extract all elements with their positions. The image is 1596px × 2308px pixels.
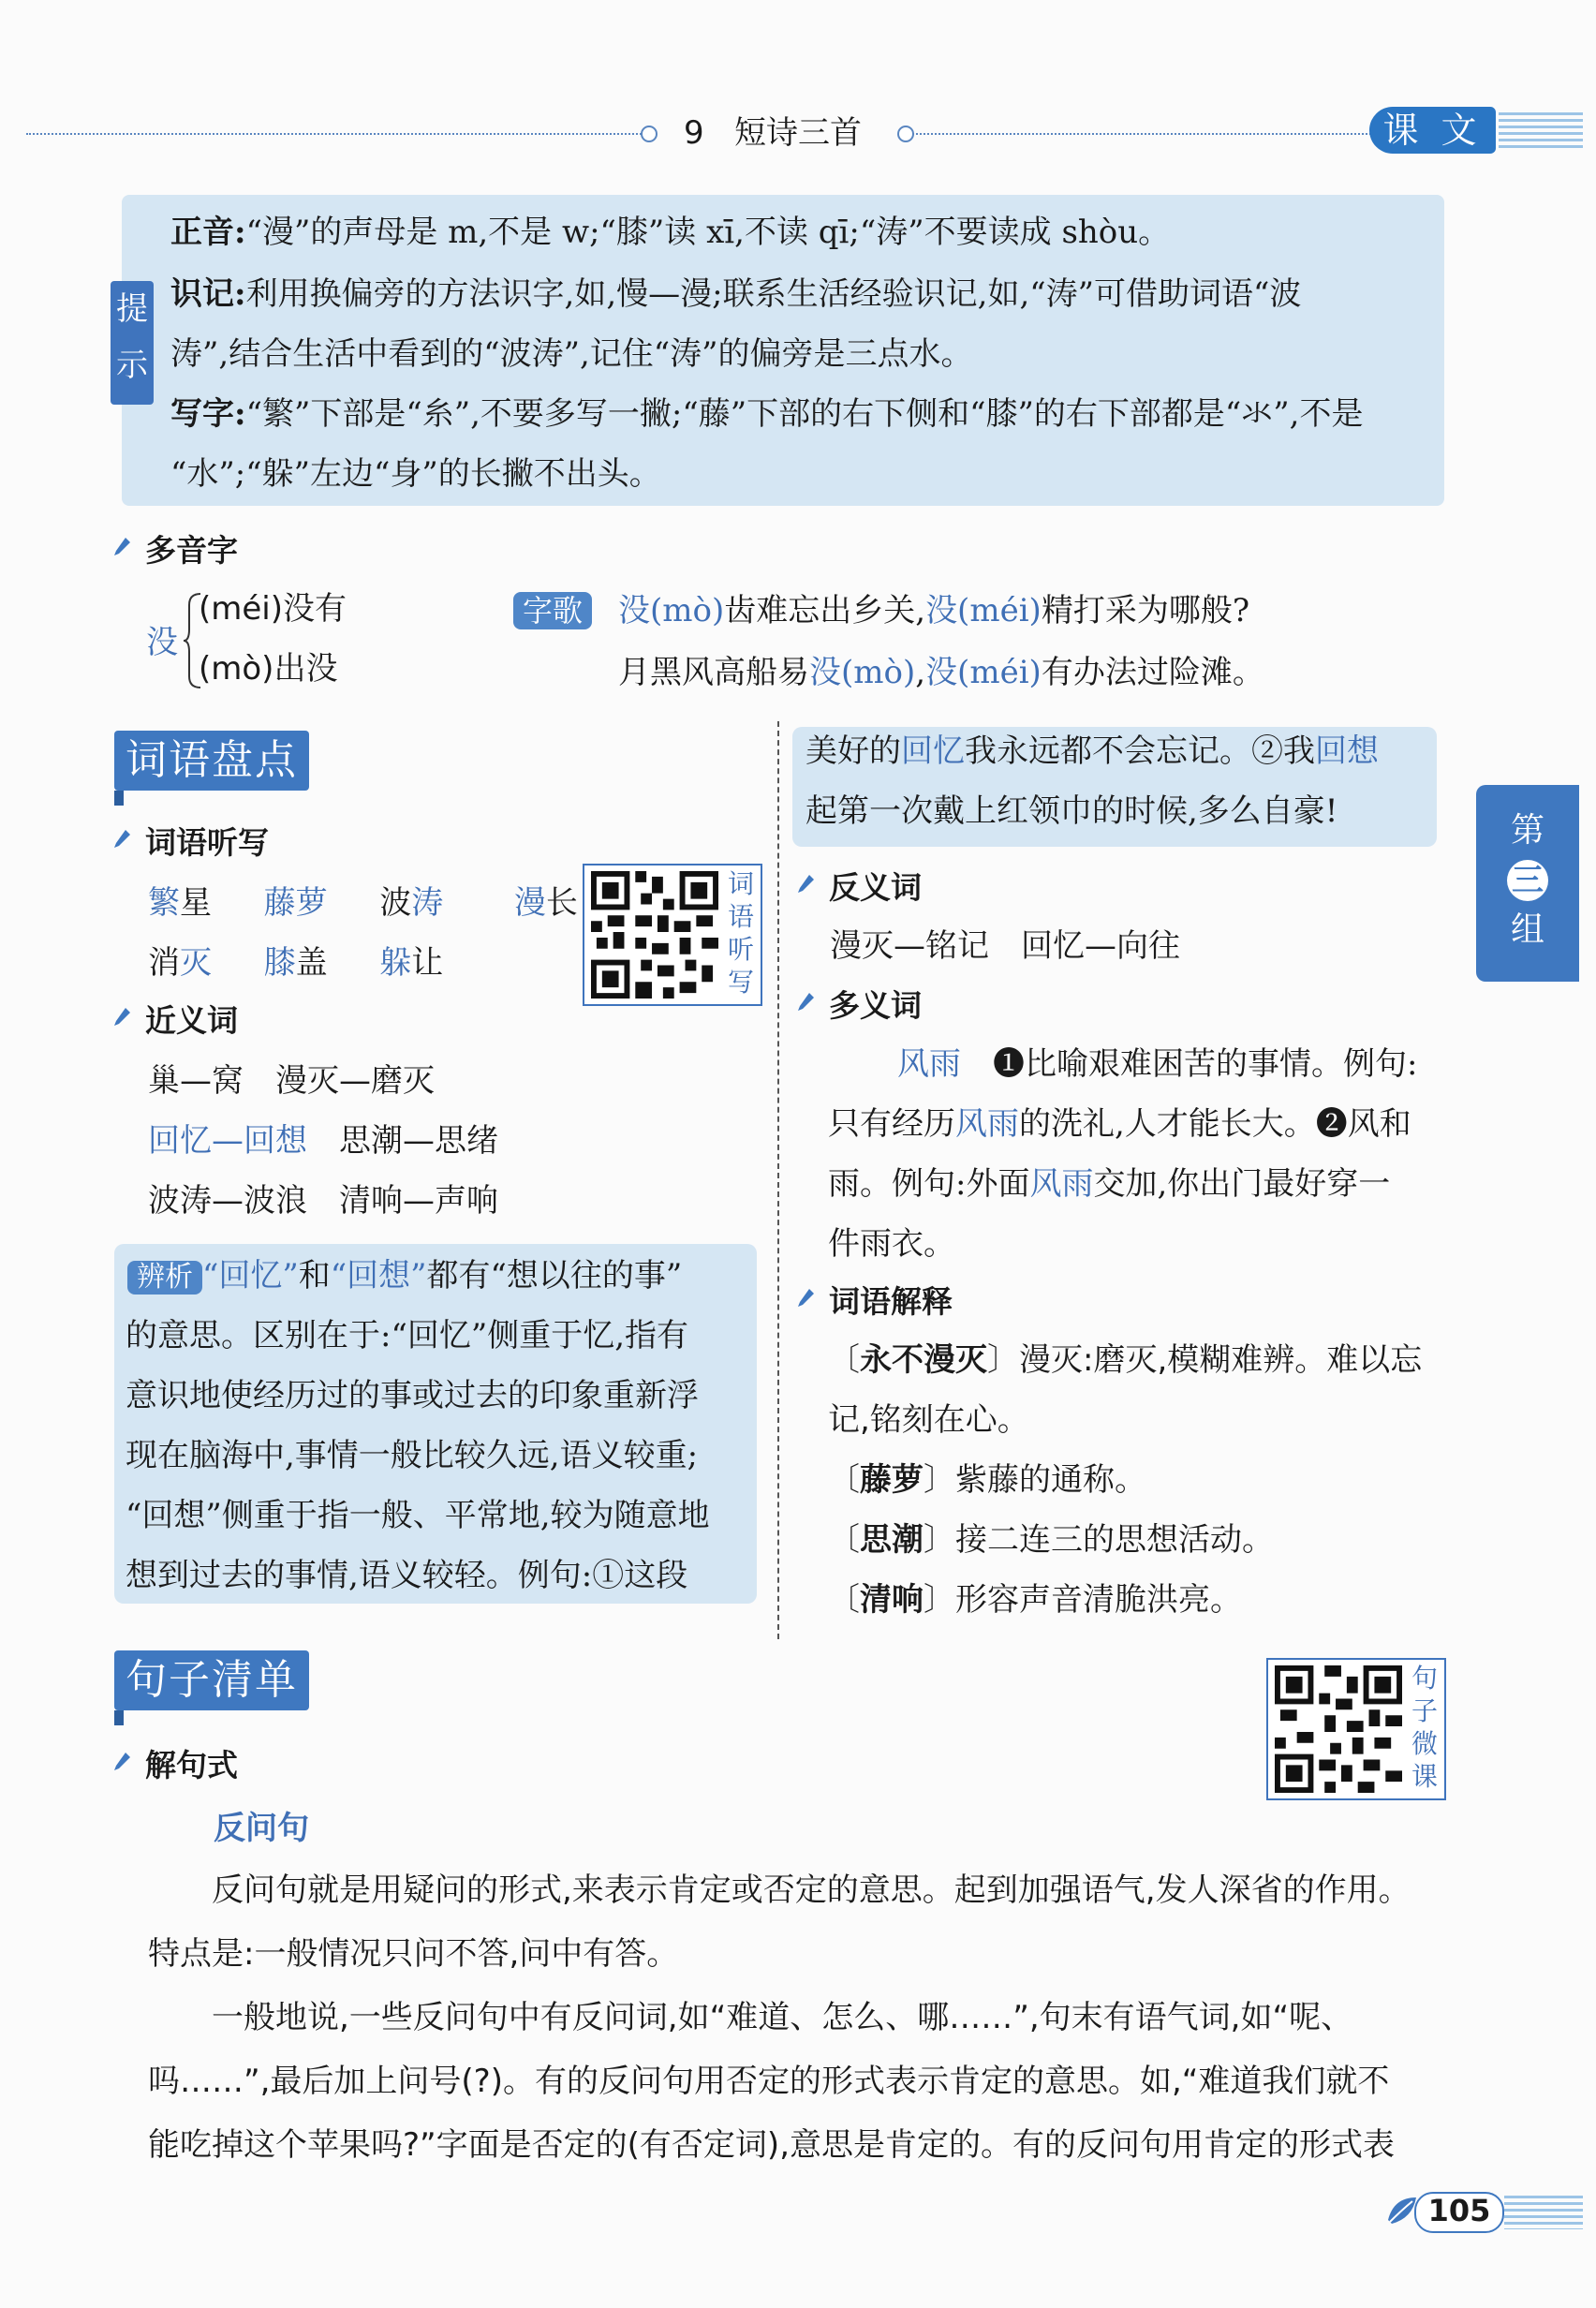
analysis-line-4: 现在脑海中,事情一般比较久远,语义较重; (126, 1437, 699, 1474)
tip-label-pronounce: 正音: (170, 214, 246, 251)
explain-text-3: 接二连三的思想活动。 (955, 1521, 1274, 1559)
pen-icon (796, 992, 815, 1013)
dict-word-7a: 躲 (379, 944, 412, 982)
explain-heading: 词语解释 (829, 1283, 953, 1320)
qr-icon (590, 871, 719, 999)
song-2-a: 月黑风高船易 (618, 654, 809, 691)
tip-line-5: “水”;“躲”左边“身”的长撇不出头。 (170, 455, 661, 493)
explain-text-4: 形容声音清脆洪亮。 (955, 1581, 1242, 1619)
synonym-6: 清响—声响 (339, 1182, 498, 1220)
explain-item-4: 〔清响〕形容声音清脆洪亮。 (828, 1581, 1242, 1619)
dict-word-2: 藤萝 (263, 884, 328, 922)
explain-item-1b: 记,铭刻在心。 (828, 1401, 1029, 1439)
column-divider (777, 721, 779, 1639)
title-accent (114, 791, 124, 806)
song-2-b: 没(mò) (809, 654, 916, 691)
pl2-c: 的洗礼,人才能长大。❷风和 (1019, 1105, 1411, 1143)
pen-icon (796, 874, 815, 895)
song-tag-label: 字歌 (513, 592, 592, 629)
lesson-number: 9 (684, 114, 704, 152)
analysis-line-2: 的意思。区别在于:“回忆”侧重于忆,指有 (126, 1317, 689, 1354)
qr-label-1 (727, 867, 755, 999)
explain-item-1: 〔永不漫灭〕漫灭:磨灭,模糊难辨。难以忘 (828, 1341, 1423, 1379)
analysis-text-1: 都有“想以往的事” (426, 1257, 683, 1295)
tip-text-4: “繁”下部是“糸”,不要多写一撇;“藤”下部的右下侧和“膝”的右下部都是“氺”,不是 (245, 395, 1364, 433)
polysemy-def-1: ❶比喻艰难困苦的事情。例句: (993, 1045, 1418, 1083)
para-2-line-3: 能吃掉这个苹果吗?”字面是否定的(有否定词),意思是肯定的。有的反问句用肯定的形式表 (148, 2126, 1395, 2164)
para-2-line-1: 一般地说,一些反问句中有反问词,如“难道、怎么、哪……”,句末有语气词,如“呢、 (212, 1999, 1353, 2036)
vocab-review-title: 词语盘点 (114, 731, 309, 791)
explain-term-4: 清响 (860, 1581, 924, 1619)
dict-word-6b: 盖 (295, 944, 328, 982)
antonym-heading: 反义词 (829, 869, 922, 906)
qr2-char-4: 课 (1411, 1761, 1438, 1792)
qr-icon (1274, 1665, 1403, 1793)
tip-line-1 (170, 214, 1170, 251)
ex1-c: 我永远都不会忘记。②我 (965, 732, 1315, 770)
song-line-1 (618, 592, 1249, 629)
pl3-a: 雨。例句:外面 (828, 1165, 1030, 1203)
unit-side-tab[interactable] (1476, 785, 1579, 982)
tip-tag: 提示 (111, 281, 154, 405)
sentence-pattern-heading: 解句式 (145, 1747, 238, 1783)
qr1-char-2: 语 (727, 901, 754, 932)
example-line-1 (805, 732, 1379, 770)
pl2-a: 只有经历 (828, 1105, 955, 1143)
dictation-heading: 词语听写 (145, 824, 269, 861)
tip-text-1: “漫”的声母是 m,不是 w;“膝”读 xī,不读 qī;“涛”不要读成 shòu。 (245, 214, 1171, 251)
dict-word-1a: 繁 (148, 884, 180, 922)
qr2-char-3: 微 (1411, 1728, 1438, 1759)
song-2-e: 有办法过险滩。 (1041, 654, 1264, 691)
synonym-2: 漫灭—磨灭 (275, 1062, 435, 1100)
song-2-c: , (915, 654, 926, 691)
synonym-row-1 (148, 1062, 435, 1100)
qr1-char-1: 词 (727, 868, 754, 899)
song-1-b: 齿难忘出乡关, (724, 592, 926, 629)
antonym-list: 漫灭—铭记 回忆—向往 (830, 927, 1180, 965)
pl2-b: 风雨 (955, 1105, 1019, 1143)
qr2-char-2: 子 (1411, 1695, 1438, 1726)
tip-line-2 (170, 275, 1301, 313)
polyphone-char: 没 (146, 624, 178, 661)
polyphone-reading-1: (méi)没有 (199, 590, 347, 628)
polysemy-line-2 (828, 1105, 1411, 1143)
title-accent (114, 1710, 124, 1725)
dictation-row-2 (148, 944, 443, 982)
pen-icon (112, 829, 131, 850)
pen-icon (796, 1288, 815, 1309)
dict-word-5a: 消 (148, 944, 180, 982)
dict-word-5b: 灭 (180, 944, 212, 982)
tip-line-4 (170, 395, 1363, 433)
dict-word-6a: 膝 (263, 944, 296, 982)
dict-word-4a: 漫 (513, 884, 546, 922)
polysemy-word: 风雨 (897, 1045, 961, 1083)
pen-icon (112, 1007, 131, 1028)
lesson-title: 短诗三首 (734, 114, 862, 152)
sentences-title: 句子清单 (114, 1650, 309, 1710)
dict-word-4b: 长 (545, 884, 578, 922)
polyphone-heading: 多音字 (145, 532, 238, 569)
synonym-5: 波涛—波浪 (148, 1182, 307, 1220)
tip-line-3: 涛”,结合生活中看到的“波涛”,记住“涛”的偏旁是三点水。 (170, 335, 973, 373)
analysis-line-3: 意识地使经历过的事或过去的印象重新浮 (126, 1377, 699, 1414)
explain-item-2: 〔藤萝〕紫藤的通称。 (828, 1461, 1146, 1499)
ex1-b: 回忆 (901, 732, 965, 770)
analysis-word-2: “回想” (330, 1257, 427, 1295)
analysis-line-1 (127, 1257, 682, 1295)
synonym-heading: 近义词 (145, 1002, 238, 1039)
analysis-tag: 辨析 (127, 1261, 202, 1295)
example-line-2: 起第一次戴上红领巾的时候,多么自豪! (805, 792, 1338, 830)
footer-stripes (1504, 2196, 1583, 2229)
dict-word-3a: 波 (379, 884, 412, 922)
polysemy-line-3 (828, 1165, 1390, 1203)
song-line-2 (618, 654, 1264, 691)
tip-label-write: 写字: (170, 395, 246, 433)
synonym-row-3 (148, 1182, 498, 1220)
song-2-d: 没(méi) (925, 654, 1042, 691)
qr2-char-1: 句 (1411, 1663, 1438, 1694)
polyphone-reading-2: (mò)出没 (199, 650, 338, 688)
analysis-box (114, 1244, 757, 1604)
explain-term-3: 思潮 (860, 1521, 924, 1559)
qr-code-sentences[interactable] (1266, 1658, 1446, 1800)
synonym-3: 回忆—回想 (148, 1122, 307, 1160)
analysis-line-6: 想到过去的事情,语义较轻。例句:①这段 (126, 1557, 688, 1594)
qr-code-dictation[interactable] (583, 864, 762, 1006)
polysemy-line-4: 件雨衣。 (828, 1225, 955, 1263)
explain-term-2: 藤萝 (860, 1461, 924, 1499)
qr-label-2 (1411, 1662, 1439, 1793)
explain-term-1: 永不漫灭 (860, 1341, 987, 1379)
header-stripes (1499, 112, 1583, 150)
analysis-line-5: “回想”侧重于指一般、平常地,较为随意地 (126, 1497, 710, 1534)
pl3-b: 风雨 (1029, 1165, 1094, 1203)
polysemy-heading: 多义词 (829, 987, 922, 1024)
dict-word-7b: 让 (411, 944, 444, 982)
page-number: 105 (1427, 2193, 1491, 2228)
side-tab-bottom: 组 (1510, 910, 1544, 949)
synonym-row-2 (148, 1122, 498, 1160)
synonym-1: 巢—窝 (148, 1062, 244, 1100)
qr1-char-3: 听 (727, 934, 754, 965)
header-rule-right (912, 133, 1371, 135)
side-tab-number-badge: 三 (1507, 860, 1548, 901)
song-1-c: 没(méi) (925, 592, 1042, 629)
explain-text-2: 紫藤的通称。 (955, 1461, 1146, 1499)
analysis-and: 和 (298, 1257, 331, 1295)
rhetorical-question-subheading: 反问句 (214, 1810, 309, 1847)
ex1-a: 美好的 (805, 732, 901, 770)
synonym-4: 思潮—思绪 (339, 1122, 498, 1160)
ex1-d: 回想 (1315, 732, 1379, 770)
dictation-row-1 (148, 884, 578, 922)
dict-word-1b: 星 (180, 884, 212, 922)
qr1-char-4: 写 (727, 967, 754, 998)
explain-text-1: 漫灭:磨灭,模糊难辨。难以忘 (1019, 1341, 1423, 1379)
header-rule-left (26, 133, 644, 135)
polysemy-line-1 (897, 1045, 1417, 1083)
para-1-line-1: 反问句就是用疑问的形式,来表示肯定或否定的意思。起到加强语气,发人深省的作用。 (212, 1872, 1411, 1909)
tip-label-remember: 识记: (170, 275, 246, 313)
para-2-line-2: 吗……”,最后加上问号(?)。有的反问句用否定的形式表示肯定的意思。如,“难道我们就不 (148, 2063, 1390, 2100)
side-tab-top: 第 (1510, 811, 1544, 850)
pen-icon (112, 1752, 131, 1772)
analysis-word-1: “回忆” (202, 1257, 299, 1295)
pl3-c: 交加,你出门最好穿一 (1093, 1165, 1391, 1203)
pen-icon (112, 537, 131, 557)
section-badge: 课 文 (1369, 107, 1496, 154)
header-dot-left (641, 126, 658, 142)
song-tag (513, 592, 592, 629)
dict-word-3b: 涛 (411, 884, 444, 922)
tip-text-2: 利用换偏旁的方法识字,如,慢—漫;联系生活经验识记,如,“涛”可借助词语“波 (245, 275, 1302, 313)
song-1-a: 没(mò) (618, 592, 725, 629)
song-1-d: 精打采为哪般? (1041, 592, 1250, 629)
explain-item-3: 〔思潮〕接二连三的思想活动。 (828, 1521, 1274, 1559)
para-1-line-2: 特点是:一般情况只问不答,问中有答。 (148, 1935, 679, 1973)
